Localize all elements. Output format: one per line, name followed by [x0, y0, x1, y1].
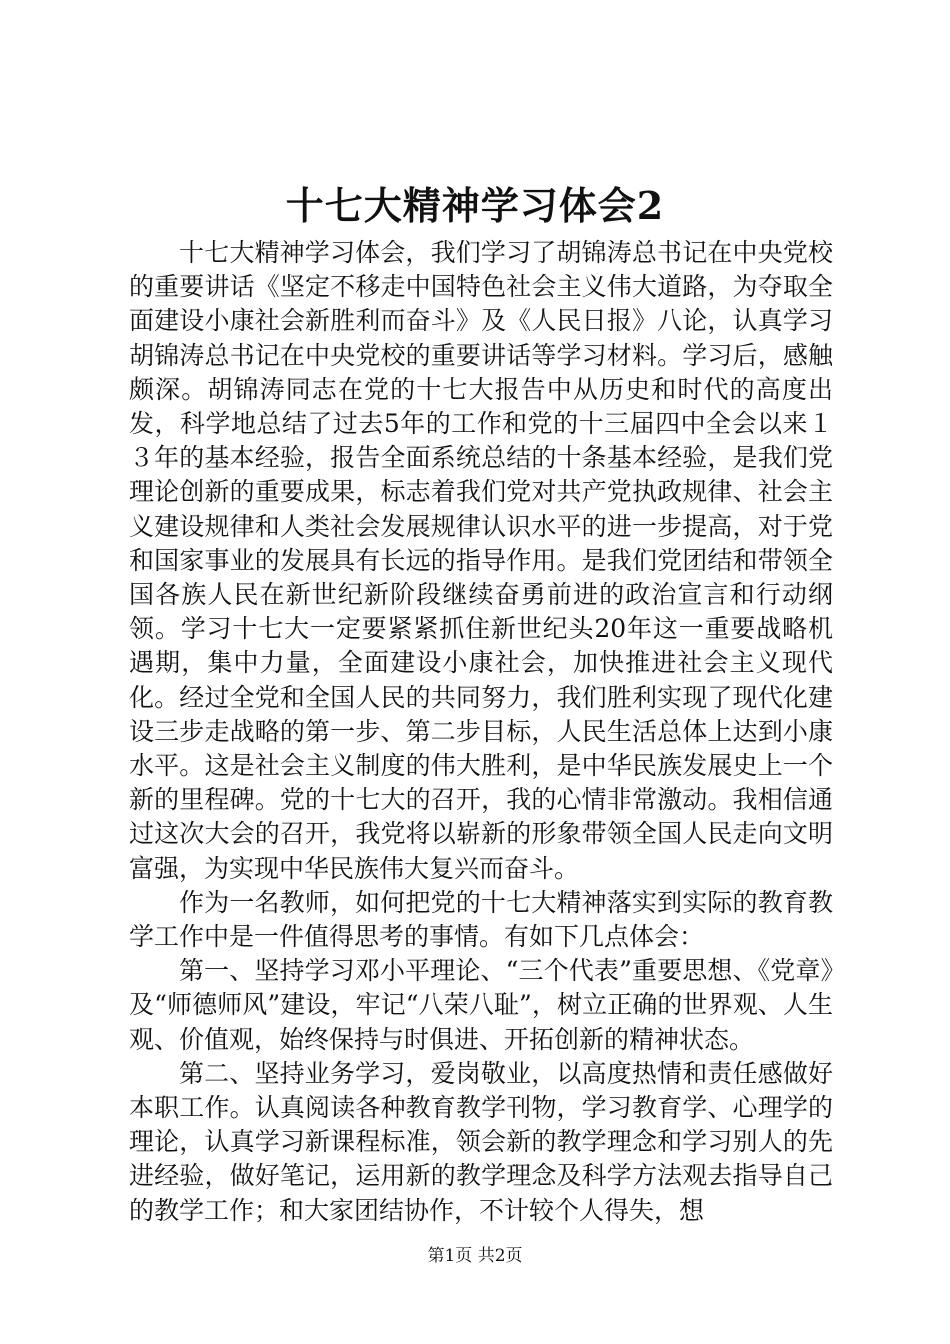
paragraph-intro: 十七大精神学习体会，我们学习了胡锦涛总书记在中央党校的重要讲话《坚定不移走中国特色社会主义伟大道路，为夺取全面建设小康社会新胜利而奋斗》及《人民日报》八论，认真学习胡锦涛总书记在中央党校的重要讲话等学习材料。学习后，感触颇深。胡锦涛同志在党的十七大报告中从历史和时代的高度出发，科学地总结了过去5年的工作和党的十三届四中全会以来１３年的基本经验，报告全面系统总结的十条基本经验，是我们党理论创新的重要成果，标志着我们党对共产党执政规律、社会主义建设规律和人类社会发展规律认识水平的进一步提高，对于党和国家事业的发展具有长远的指导作用。是我们党团结和带领全国各族人民在新世纪新阶段继续奋勇前进的政治宣言和行动纲领。学习十七大一定要紧紧抓住新世纪头20年这一重要战略机遇期，集中力量，全面建设小康社会，加快推进社会主义现代化。经过全党和全国人民的共同努力，我们胜利实现了现代化建设三步走战略的第一步、第二步目标，人民生活总体上达到小康水平。这是社会主义制度的伟大胜利，是中华民族发展史上一个新的里程碑。党的十七大的召开，我的心情非常激动。我相信通过这次大会的召开，我党将以崭新的形象带领全国人民走向文明富强，为实现中华民族伟大复兴而奋斗。 [129, 238, 833, 883]
paragraph-point-two: 第二、坚持业务学习，爱岗敬业，以高度热情和责任感做好本职工作。认真阅读各种教育教学刊物，学习教育学、心理学的理论，认真学习新课程标准，领会新的教学理念和学习别人的先进经验，做好笔记，运用新的教学理念及科学方法观去指导自己的教学工作；和大家团结协作，不计较个人得失，想 [129, 1058, 833, 1225]
paragraph-teacher: 作为一名教师，如何把党的十七大精神落实到实际的教育教学工作中是一件值得思考的事情。有如下几点体会： [129, 887, 833, 952]
page-footer: 第1页 共2页 [427, 1246, 523, 1266]
paragraph-point-one: 第一、坚持学习邓小平理论、“三个代表”重要思想、《党章》及“师德师风”建设，牢记“八荣八耻”，树立正确的世界观、人生观、价值观，始终保持与时俱进、开拓创新的精神状态。 [129, 956, 833, 1054]
document-body [129, 236, 833, 1228]
document-title: 十七大精神学习体会2 [285, 183, 665, 228]
